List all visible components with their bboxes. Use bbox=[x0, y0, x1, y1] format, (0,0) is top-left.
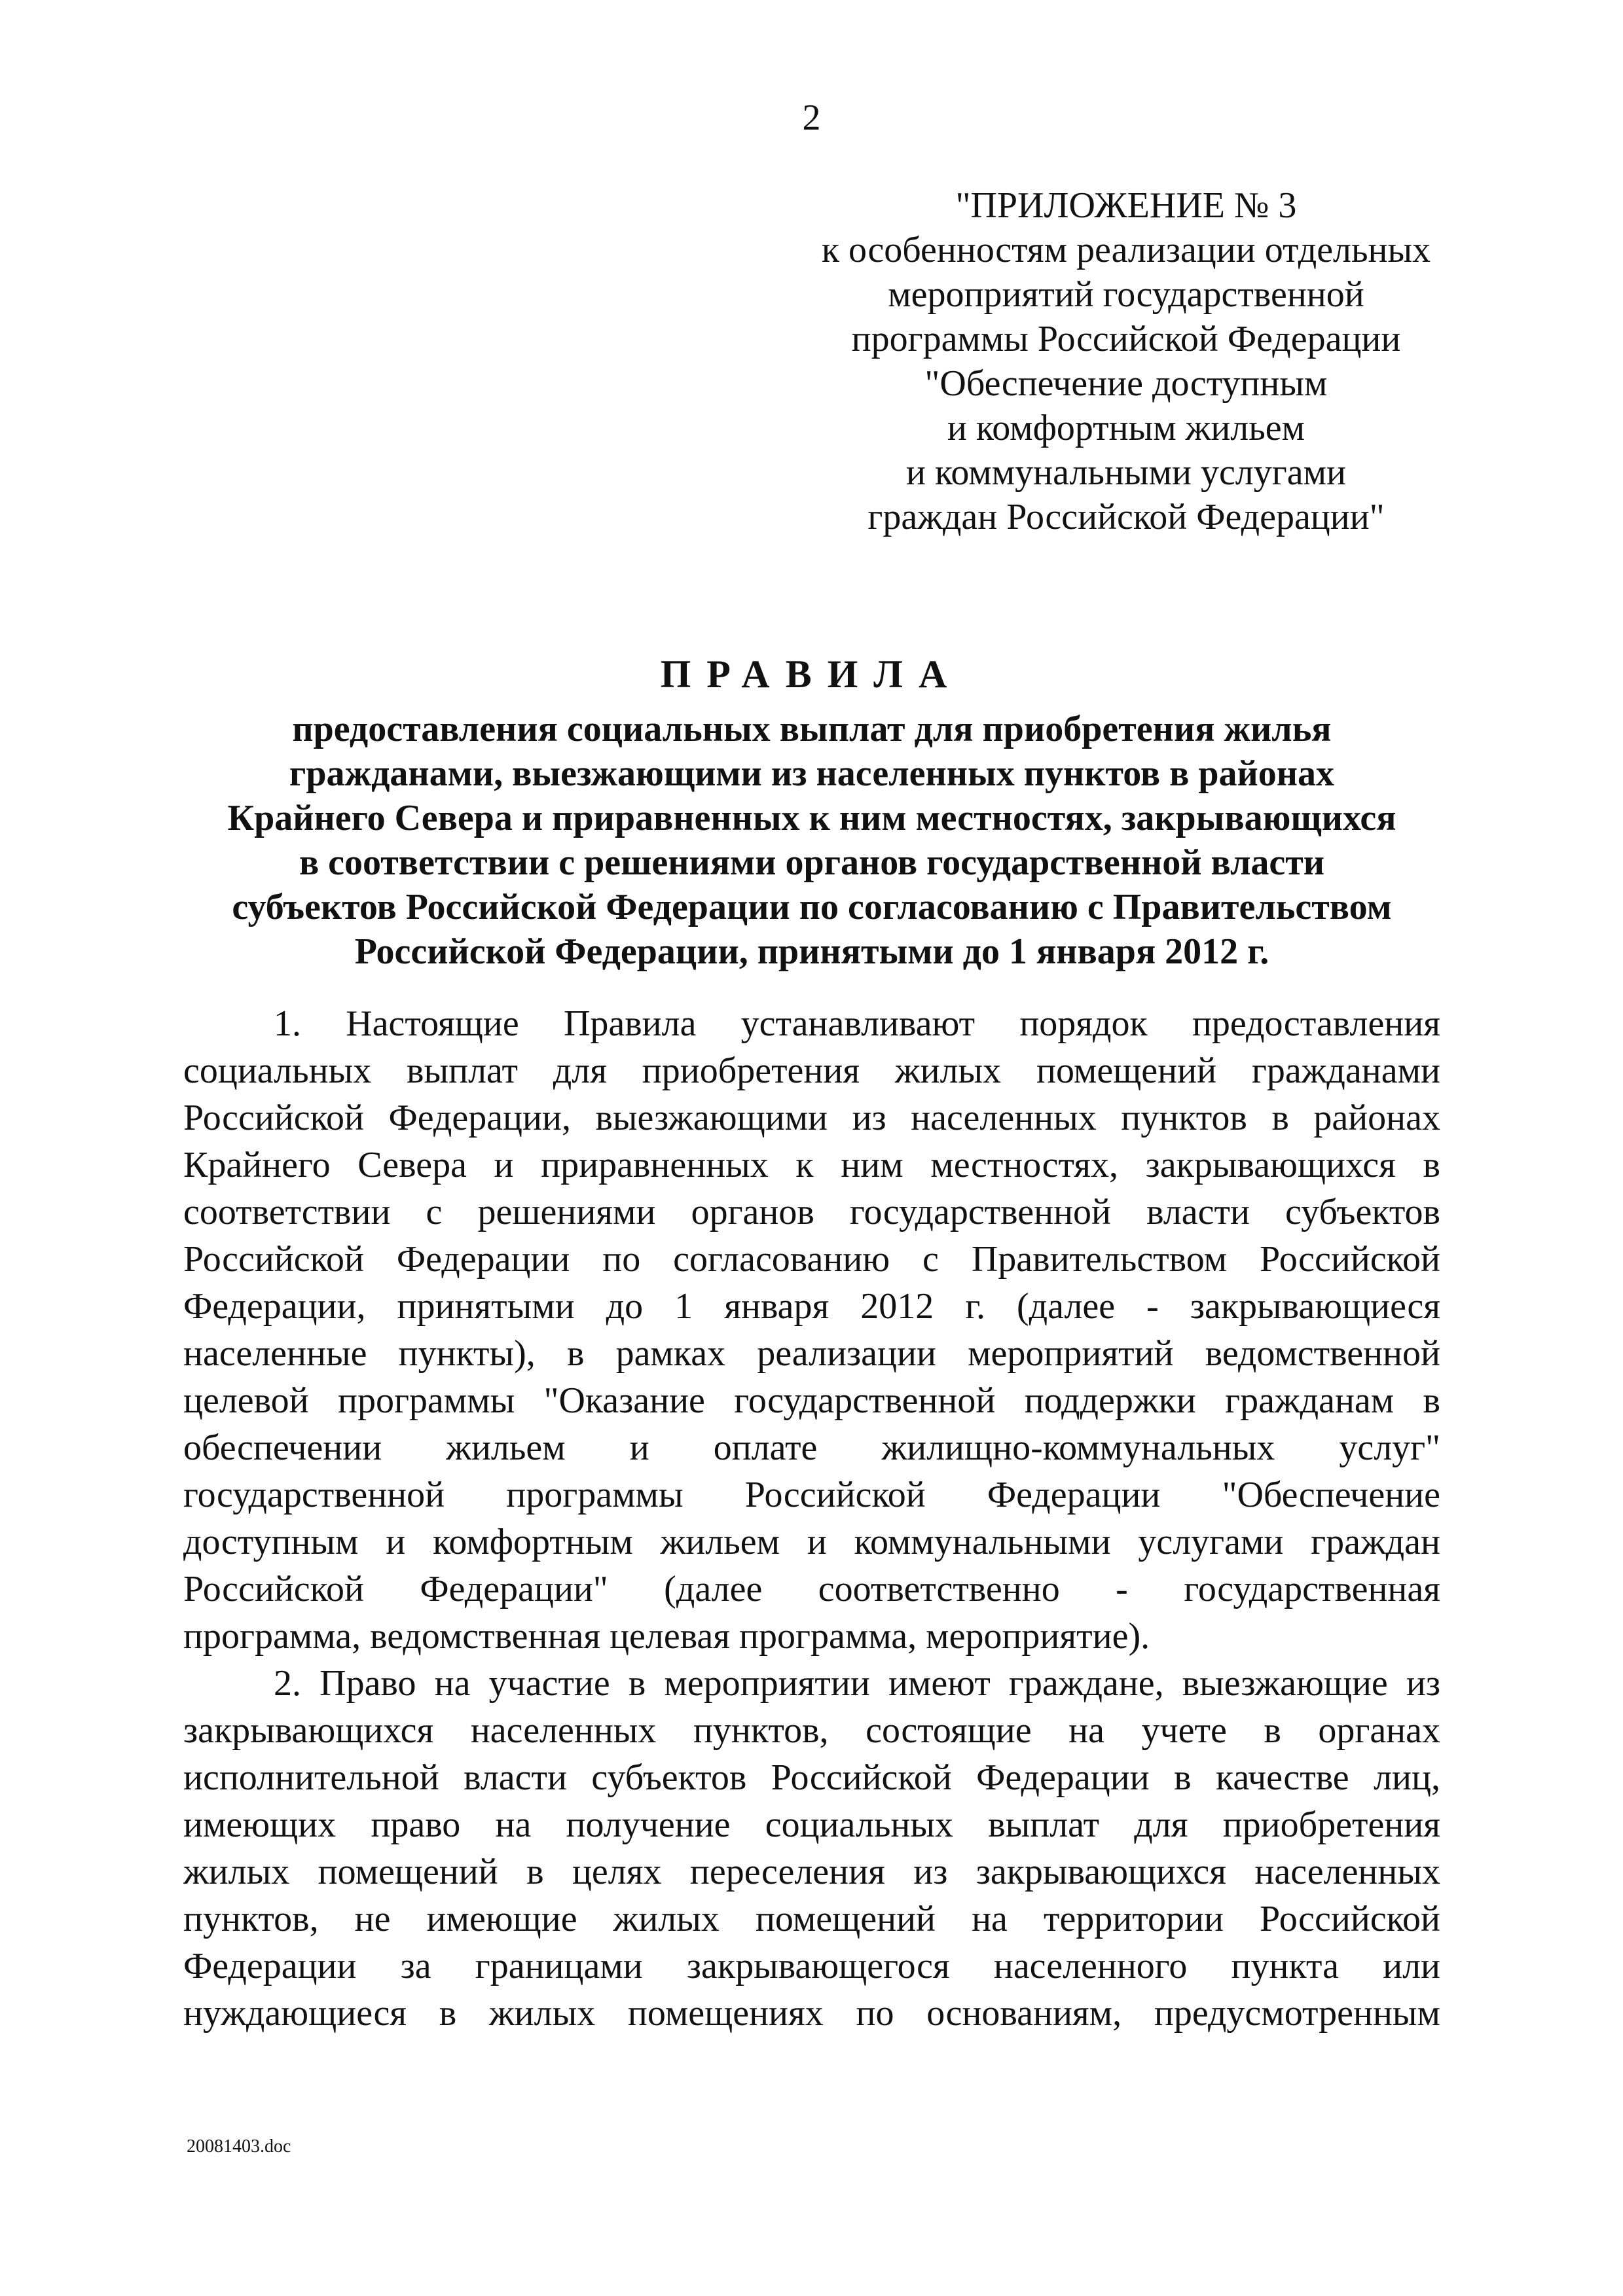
paragraph-2 bbox=[183, 1660, 1440, 2037]
text-line: закрывающихся населенных пунктов, состоящие на учете в органах bbox=[183, 1710, 1440, 1751]
appendix-block bbox=[707, 183, 1545, 539]
text-line: исполнительной власти субъектов Российской Федерации в качестве лиц, bbox=[183, 1757, 1440, 1798]
text-line: программа, ведомственная целевая программа, мероприятие). bbox=[183, 1616, 1150, 1657]
appendix-line: и коммунальными услугами bbox=[906, 452, 1346, 493]
text-line: целевой программы "Оказание государственной поддержки гражданам в bbox=[183, 1380, 1440, 1421]
document-title: ПРАВИЛА bbox=[660, 653, 963, 696]
text-line: жилых помещений в целях переселения из закрывающихся населенных bbox=[183, 1852, 1440, 1892]
footer-file-code: 20081403.doc bbox=[187, 2136, 291, 2157]
subtitle-line: предоставления социальных выплат для приобретения жилья bbox=[292, 709, 1332, 749]
subtitle-line: гражданами, выезжающими из населенных пунктов в районах bbox=[289, 753, 1335, 794]
text-line: обеспечении жильем и оплате жилищно-коммунальных услуг" bbox=[183, 1427, 1440, 1468]
appendix-line: граждан Российской Федерации" bbox=[867, 497, 1385, 537]
appendix-line: "Обеспечение доступным bbox=[924, 363, 1328, 404]
text-line: 1. Настоящие Правила устанавливают порядок предоставления bbox=[274, 1003, 1440, 1044]
text-line: населенные пункты), в рамках реализации мероприятий ведомственной bbox=[183, 1333, 1440, 1374]
appendix-line: к особенностям реализации отдельных bbox=[821, 230, 1431, 270]
text-line: имеющих право на получение социальных выплат для приобретения bbox=[183, 1804, 1440, 1845]
text-line: Крайнего Севера и приравненных к ним местностях, закрывающихся в bbox=[183, 1145, 1440, 1185]
text-line: Российской Федерации, выезжающими из населенных пунктов в районах bbox=[183, 1098, 1440, 1138]
text-line: государственной программы Российской Федерации "Обеспечение bbox=[183, 1475, 1440, 1515]
appendix-line: и комфортным жильем bbox=[947, 408, 1305, 448]
text-line: Федерации, принятыми до 1 января 2012 г. (далее - закрывающиеся bbox=[183, 1286, 1440, 1327]
subtitle-line: Российской Федерации, принятыми до 1 января 2012 г. bbox=[354, 931, 1269, 972]
text-line: доступным и комфортным жильем и коммунальными услугами граждан bbox=[183, 1522, 1440, 1562]
document-body bbox=[183, 1000, 1440, 2037]
appendix-line: "ПРИЛОЖЕНИЕ № 3 bbox=[955, 185, 1297, 226]
page-number: 2 bbox=[802, 98, 821, 138]
appendix-line: мероприятий государственной bbox=[888, 274, 1364, 315]
appendix-line: программы Российской Федерации bbox=[851, 319, 1401, 359]
document-subtitle bbox=[144, 707, 1480, 974]
text-line: Российской Федерации по согласованию с Правительством Российской bbox=[183, 1239, 1440, 1280]
text-line: 2. Право на участие в мероприятии имеют граждане, выезжающие из bbox=[274, 1663, 1440, 1704]
text-line: пунктов, не имеющие жилых помещений на территории Российской bbox=[183, 1899, 1440, 1939]
subtitle-line: субъектов Российской Федерации по согласованию с Правительством bbox=[232, 887, 1392, 927]
text-line: нуждающиеся в жилых помещениях по основаниям, предусмотренным bbox=[183, 1993, 1440, 2034]
paragraph-1 bbox=[183, 1000, 1440, 1660]
text-line: соответствии с решениями органов государственной власти субъектов bbox=[183, 1192, 1440, 1232]
subtitle-line: Крайнего Севера и приравненных к ним местностях, закрывающихся bbox=[227, 798, 1396, 838]
text-line: социальных выплат для приобретения жилых помещений гражданами bbox=[183, 1050, 1440, 1091]
text-line: Российской Федерации" (далее соответственно - государственная bbox=[183, 1569, 1440, 1609]
subtitle-line: в соответствии с решениями органов государственной власти bbox=[299, 842, 1325, 883]
text-line: Федерации за границами закрывающегося населенного пункта или bbox=[183, 1946, 1440, 1986]
